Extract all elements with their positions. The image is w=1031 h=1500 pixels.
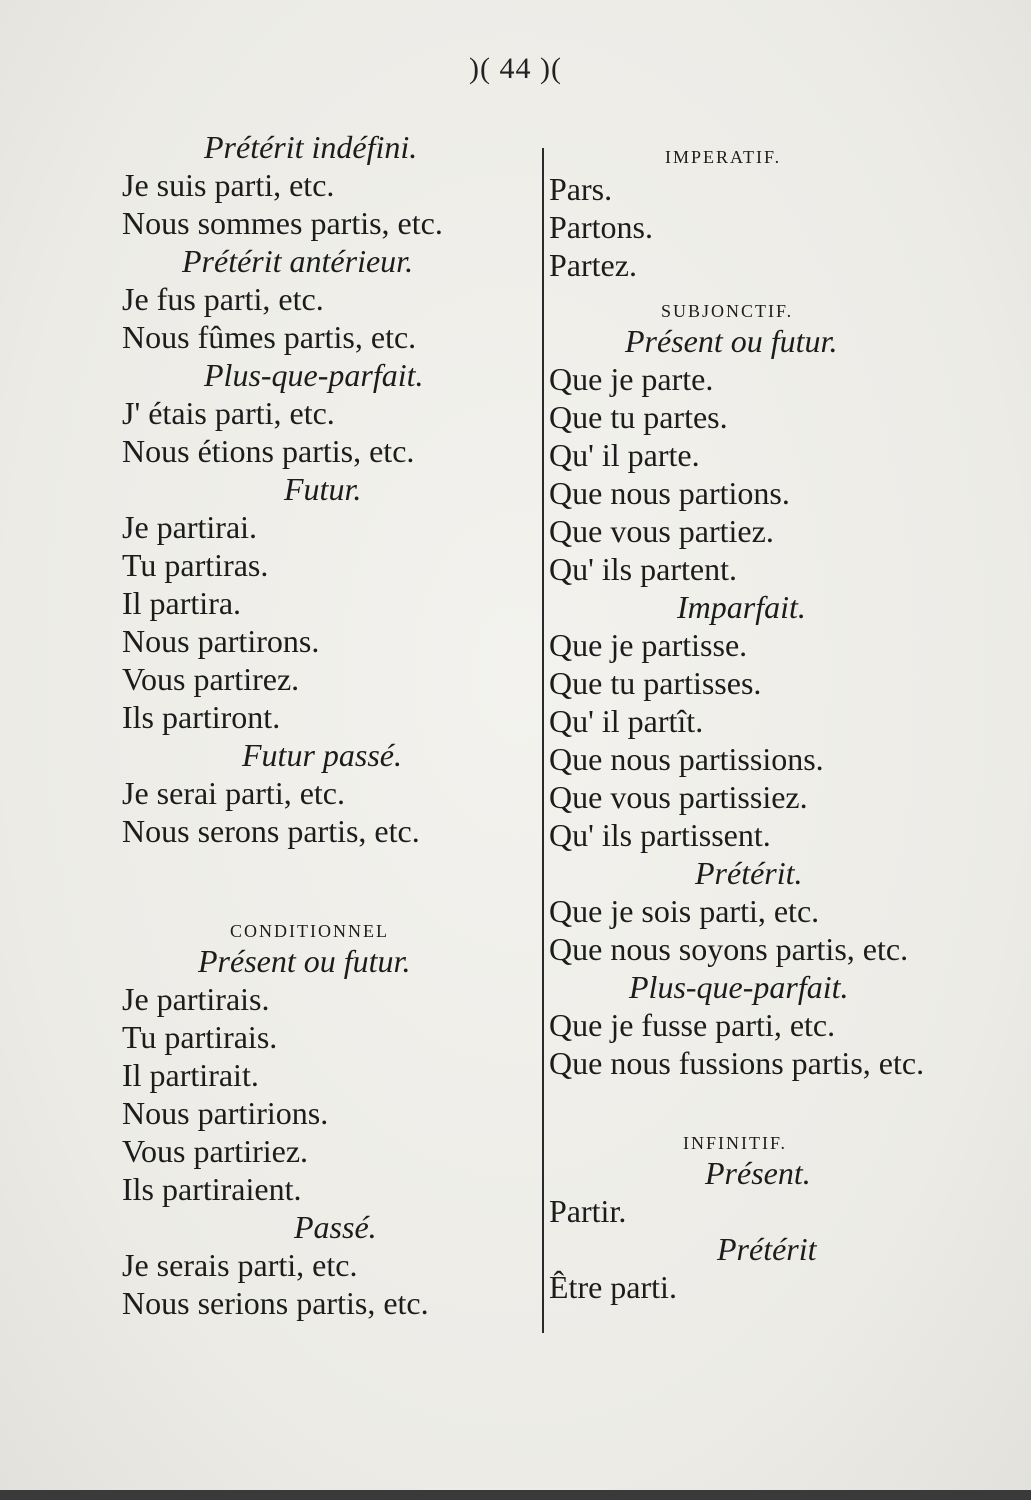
conjugation-line: Partir. (549, 1193, 627, 1229)
conjugation-line: Partons. (549, 209, 653, 245)
mood-heading: SUBJONCTIF. (661, 301, 794, 321)
conjugation-line: Qu' ils partissent. (549, 817, 771, 853)
page-bottom-edge (0, 1490, 1031, 1500)
conjugation-line: Que nous partions. (549, 475, 790, 511)
tense-heading: Plus-que-parfait. (629, 969, 849, 1005)
tense-heading: Futur passé. (242, 737, 402, 773)
mood-heading: INFINITIF. (683, 1133, 788, 1153)
conjugation-line: Pars. (549, 171, 613, 207)
conjugation-line: Être parti. (549, 1269, 677, 1305)
conjugation-line: Que nous fussions partis, etc. (549, 1045, 925, 1081)
tense-heading: Présent. (705, 1155, 811, 1191)
conjugation-line: Qu' ils partent. (549, 551, 737, 587)
tense-heading: Plus-que-parfait. (204, 357, 424, 393)
conjugation-line: Nous fûmes partis, etc. (122, 319, 417, 355)
tense-heading: Prétérit. (695, 855, 803, 891)
tense-heading: Présent ou futur. (625, 323, 838, 359)
tense-heading: Prétérit antérieur. (182, 243, 414, 279)
conjugation-line: Que tu partisses. (549, 665, 762, 701)
tense-heading: Présent ou futur. (198, 943, 411, 979)
tense-heading: Prétérit indéfini. (204, 129, 418, 165)
conjugation-line: Tu partiras. (122, 547, 269, 583)
page-number: )( 44 )( (469, 52, 562, 85)
conjugation-line: Que nous soyons partis, etc. (549, 931, 909, 967)
tense-heading: Futur. (284, 471, 362, 507)
conjugation-line: Que nous partissions. (549, 741, 824, 777)
conjugation-line: Que je fusse parti, etc. (549, 1007, 836, 1043)
conjugation-line: Partez. (549, 247, 637, 283)
conjugation-line: Je partirai. (122, 509, 258, 545)
conjugation-line: Nous serions partis, etc. (122, 1285, 429, 1321)
conjugation-line: Je suis parti, etc. (122, 167, 335, 203)
conjugation-line: Il partirait. (122, 1057, 259, 1093)
conjugation-line: Que tu partes. (549, 399, 728, 435)
conjugation-line: Que je parte. (549, 361, 714, 397)
conjugation-line: Tu partirais. (122, 1019, 278, 1055)
conjugation-line: Vous partirez. (122, 661, 300, 697)
conjugation-line: Qu' il parte. (549, 437, 700, 473)
mood-heading: CONDITIONNEL (230, 921, 389, 941)
conjugation-line: Nous sommes partis, etc. (122, 205, 443, 241)
conjugation-line: Nous partirions. (122, 1095, 329, 1131)
conjugation-line: J' étais parti, etc. (122, 395, 335, 431)
conjugation-line: Il partira. (122, 585, 242, 621)
conjugation-line: Nous serons partis, etc. (122, 813, 420, 849)
tense-heading: Passé. (294, 1209, 377, 1245)
conjugation-line: Je partirais. (122, 981, 270, 1017)
conjugation-line: Je serais parti, etc. (122, 1247, 358, 1283)
conjugation-line: Ils partiraient. (122, 1171, 302, 1207)
conjugation-line: Vous partiriez. (122, 1133, 309, 1169)
conjugation-line: Ils partiront. (122, 699, 281, 735)
conjugation-line: Je serai parti, etc. (122, 775, 345, 811)
conjugation-line: Nous étions partis, etc. (122, 433, 415, 469)
conjugation-line: Que je partisse. (549, 627, 748, 663)
tense-heading: Imparfait. (677, 589, 806, 625)
conjugation-line: Je fus parti, etc. (122, 281, 324, 317)
mood-heading: IMPERATIF. (665, 147, 782, 167)
conjugation-line: Que je sois parti, etc. (549, 893, 820, 929)
column-divider (542, 148, 544, 1333)
conjugation-line: Qu' il partît. (549, 703, 704, 739)
conjugation-line: Nous partirons. (122, 623, 320, 659)
tense-heading: Prétérit (717, 1231, 817, 1267)
conjugation-line: Que vous partiez. (549, 513, 774, 549)
conjugation-line: Que vous partissiez. (549, 779, 808, 815)
